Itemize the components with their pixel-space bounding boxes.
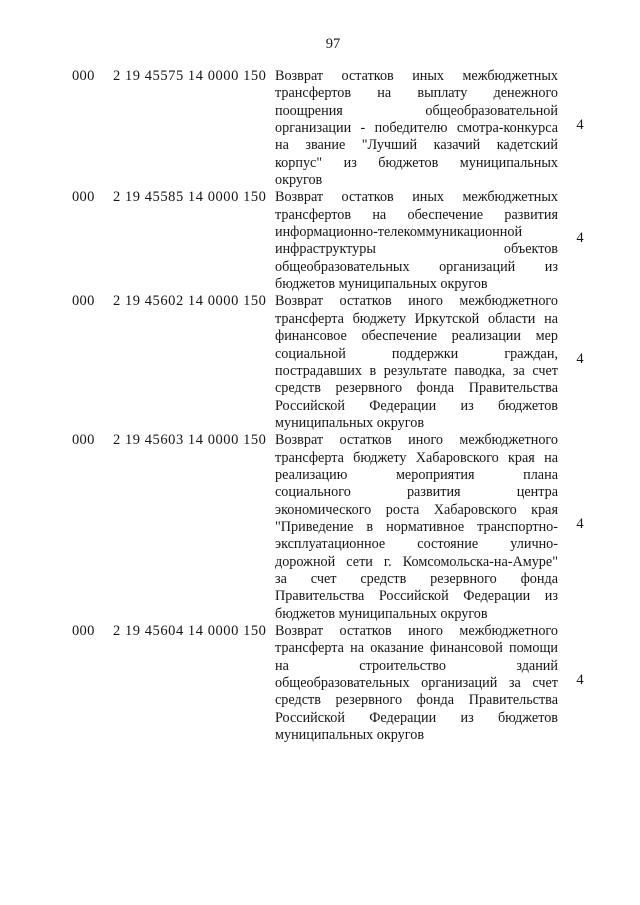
row-value: 4: [576, 672, 584, 689]
table-row: [0, 68, 640, 189]
description-line: Возврат остатков иных межбюджетных: [275, 68, 558, 84]
description-line: Возврат остатков иного межбюджетного: [275, 623, 558, 639]
description-line: организации - победителю смотра-конкурса: [275, 120, 558, 137]
description-line: муниципальных округов: [275, 414, 425, 431]
row-value: 4: [576, 117, 584, 134]
row-code: 000: [72, 623, 95, 639]
classification-code: 2 19 45575 14 0000 150: [113, 68, 267, 84]
description-line: трансферта бюджету Иркутской области на: [275, 310, 558, 327]
description-line: корпус" из бюджетов муниципальных: [275, 154, 558, 171]
description-line: трансфертов на выплату денежного: [275, 85, 558, 102]
row-description: [275, 189, 558, 293]
table-row: [0, 432, 640, 623]
description-line: трансфертов на обеспечение развития: [275, 206, 558, 223]
description-line: Правительства Российской Федерации из: [275, 588, 558, 605]
classification-code: 2 19 45604 14 0000 150: [113, 623, 267, 639]
description-line: экономического роста Хабаровского края: [275, 501, 558, 518]
row-code: 000: [72, 189, 95, 206]
description-line: информационно-телекоммуникационной: [275, 224, 523, 241]
description-line: средств резервного фонда Правительства: [275, 692, 558, 709]
description-line: дорожной сети г. Комсомольска-на-Амуре": [275, 553, 558, 570]
row-description: [275, 293, 558, 432]
table-row: [0, 623, 640, 744]
classification-code: 2 19 45603 14 0000 150: [113, 432, 267, 449]
description-line: средств резервного фонда Правительства: [275, 380, 558, 397]
table-row: [0, 189, 640, 293]
page-number: 97: [325, 36, 341, 52]
description-line: финансовое обеспечение реализации мер: [275, 328, 558, 345]
description-line: округов: [275, 172, 323, 189]
description-line: трансферта на оказание финансовой помощи: [275, 640, 558, 657]
description-line: "Приведение в нормативное транспортно-: [275, 518, 558, 535]
row-value: 4: [576, 351, 584, 368]
classification-code: 2 19 45585 14 0000 150: [113, 189, 267, 206]
row-description: [275, 432, 558, 623]
description-line: Возврат остатков иного межбюджетного: [275, 432, 558, 449]
row-code: 000: [72, 293, 95, 310]
description-line: муниципальных округов: [275, 727, 425, 744]
row-code: 000: [72, 432, 95, 449]
classification-code: 2 19 45602 14 0000 150: [113, 293, 267, 310]
description-line: поощрения общеобразовательной: [275, 102, 558, 119]
row-description: [275, 68, 558, 189]
description-line: на звание "Лучший казачий кадетский: [275, 137, 558, 154]
description-line: трансферта бюджету Хабаровского края на: [275, 449, 558, 466]
description-line: на строительство зданий: [275, 657, 558, 674]
table-row: [0, 293, 640, 432]
row-code: 000: [72, 68, 95, 84]
description-line: реализацию мероприятия плана: [275, 466, 558, 483]
description-line: инфраструктуры объектов: [275, 241, 558, 258]
description-line: за счет средств резервного фонда: [275, 570, 558, 587]
description-line: пострадавших в результате паводка, за счет: [275, 362, 558, 379]
description-line: общеобразовательных организаций из: [275, 258, 558, 275]
row-value: 4: [576, 229, 584, 246]
row-value: 4: [576, 515, 584, 532]
budget-table: [0, 68, 640, 744]
description-line: Российской Федерации из бюджетов: [275, 397, 558, 414]
description-line: бюджетов муниципальных округов: [275, 276, 488, 293]
description-line: социального развития центра: [275, 484, 558, 501]
description-line: эксплуатационное состояние улично-: [275, 536, 558, 553]
row-description: [275, 623, 558, 744]
description-line: общеобразовательных организаций за счет: [275, 675, 558, 692]
description-line: Возврат остатков иного межбюджетного: [275, 293, 558, 310]
description-line: бюджетов муниципальных округов: [275, 605, 488, 622]
description-line: социальной поддержки граждан,: [275, 345, 558, 362]
description-line: Возврат остатков иных межбюджетных: [275, 189, 558, 206]
description-line: Российской Федерации из бюджетов: [275, 709, 558, 726]
